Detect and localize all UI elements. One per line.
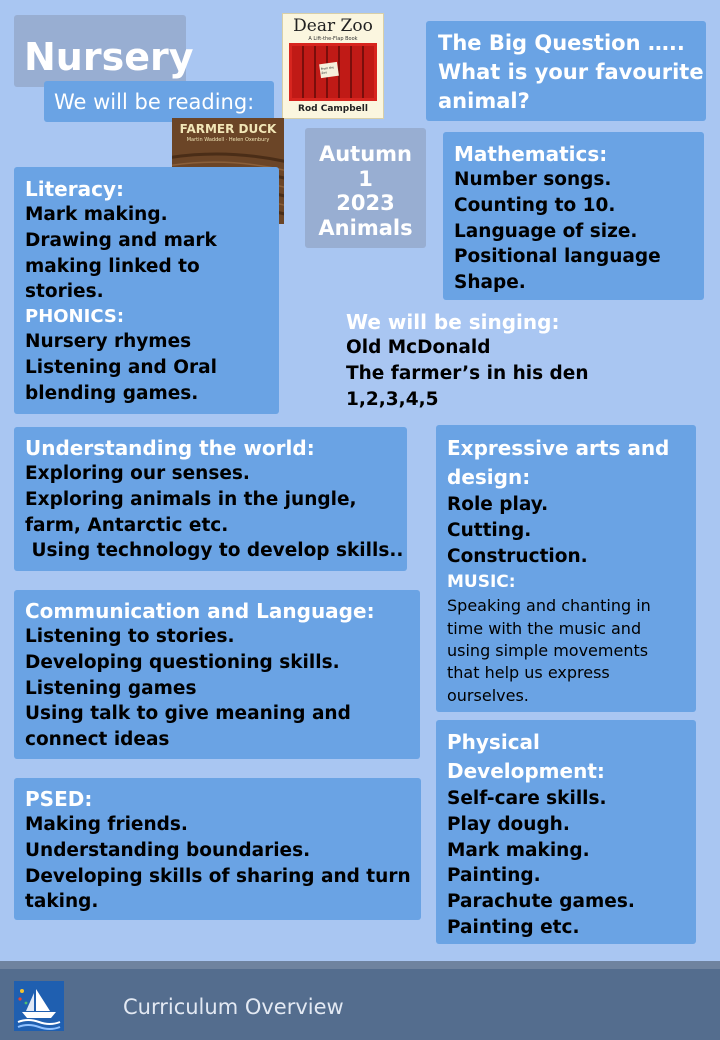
dear-zoo-subtitle: A Lift-the-Flap Book	[308, 36, 358, 42]
footer-label: Curriculum Overview	[123, 995, 344, 1019]
mathematics-box	[443, 132, 704, 300]
list-item: Using technology to develop skills..	[25, 540, 404, 562]
physical-title-line: Development:	[447, 759, 605, 783]
list-item: Number songs.	[454, 169, 612, 190]
farmer-duck-title: FARMER DUCK	[179, 122, 277, 136]
reading-label-box	[44, 81, 274, 122]
understanding-content	[25, 435, 403, 564]
singing-section	[346, 309, 589, 412]
list-item: Listening and Oral	[25, 356, 217, 378]
physical-content	[447, 728, 635, 941]
list-item: Speaking and chanting in	[447, 596, 651, 616]
list-item: Old McDonald	[346, 337, 491, 358]
dear-zoo-author: Rod Campbell	[298, 104, 368, 114]
dear-zoo-flap-label: From the Zoo	[320, 65, 335, 76]
mathematics-content	[454, 141, 661, 296]
big-question-text	[438, 29, 704, 116]
list-item: making linked to	[25, 255, 200, 277]
list-item: Construction.	[447, 545, 588, 567]
term-year: 2023	[336, 191, 395, 215]
list-item: Listening games	[25, 677, 197, 699]
phonics-title: PHONICS:	[25, 306, 125, 328]
literacy-title: Literacy:	[25, 177, 124, 201]
list-item: taking.	[25, 891, 99, 913]
term-box	[305, 128, 426, 248]
literacy-box	[14, 167, 279, 414]
term-topic: Animals	[318, 215, 413, 240]
big-question-box	[426, 21, 706, 121]
list-item: Positional language	[454, 246, 661, 268]
big-question-line: The Big Question …..	[438, 31, 685, 55]
list-item: Making friends.	[25, 814, 188, 835]
list-item: Painting.	[447, 865, 541, 887]
term-half: 1	[358, 166, 373, 191]
list-item: that help us express	[447, 663, 610, 683]
expressive-content	[447, 434, 669, 707]
list-item: Using talk to give meaning and	[25, 703, 351, 725]
list-item: using simple movements	[447, 640, 649, 660]
list-item: Listening to stories.	[25, 626, 235, 647]
psed-box	[14, 778, 421, 920]
school-ship-logo-icon	[14, 981, 64, 1031]
big-question-line: animal?	[438, 89, 530, 113]
list-item: Exploring our senses.	[25, 463, 250, 484]
singing-title: We will be singing:	[346, 310, 560, 334]
list-item: Developing skills of sharing and turn	[25, 865, 411, 887]
list-item: Role play.	[447, 494, 549, 515]
term-season: Autumn	[318, 142, 413, 166]
list-item: Cutting.	[447, 519, 532, 541]
list-item: Play dough.	[447, 813, 570, 835]
understanding-title: Understanding the world:	[25, 436, 315, 460]
list-item: Shape.	[454, 272, 526, 294]
literacy-content	[25, 176, 217, 407]
physical-title-line: Physical	[447, 730, 540, 754]
list-item: farm, Antarctic etc.	[25, 514, 229, 536]
psed-title: PSED:	[25, 787, 93, 811]
list-item: Parachute games.	[447, 891, 635, 913]
list-item: Language of size.	[454, 220, 638, 242]
list-item: ourselves.	[447, 685, 529, 705]
farmer-duck-authors: Martin Waddell · Helen Oxenbury	[186, 137, 270, 143]
list-item: Developing questioning skills.	[25, 651, 340, 673]
list-item: The farmer’s in his den	[346, 362, 589, 384]
list-item: Self-care skills.	[447, 788, 607, 809]
list-item: 1,2,3,4,5	[346, 388, 439, 410]
reading-label: We will be reading:	[54, 90, 255, 114]
list-item: Nursery rhymes	[25, 331, 192, 353]
list-item: Painting etc.	[447, 916, 580, 938]
list-item: Counting to 10.	[454, 194, 616, 216]
list-item: Mark making.	[25, 204, 168, 225]
term-text	[305, 142, 426, 240]
list-item: Drawing and mark	[25, 229, 217, 251]
music-title: MUSIC:	[447, 572, 516, 593]
expressive-title-line: design:	[447, 465, 531, 489]
list-item: Understanding boundaries.	[25, 839, 311, 861]
list-item: stories.	[25, 281, 104, 303]
psed-content	[25, 786, 411, 915]
big-question-line: What is your favourite	[438, 60, 704, 84]
nursery-title-box	[14, 15, 194, 87]
list-item: connect ideas	[25, 729, 170, 751]
mathematics-title: Mathematics:	[454, 142, 608, 166]
page-title: Nursery	[24, 35, 194, 79]
dear-zoo-title: Dear Zoo	[293, 16, 373, 36]
list-item: time with the music and	[447, 618, 642, 638]
list-item: blending games.	[25, 382, 199, 404]
footer-divider	[0, 961, 720, 969]
physical-development-box	[436, 720, 696, 944]
footer-bar	[0, 961, 720, 1040]
communication-content	[25, 598, 375, 753]
understanding-world-box	[14, 427, 407, 571]
communication-language-box	[14, 590, 420, 759]
expressive-title-line: Expressive arts and	[447, 436, 670, 460]
list-item: Exploring animals in the jungle,	[25, 488, 357, 510]
dear-zoo-book-cover	[282, 13, 384, 119]
list-item: Mark making.	[447, 839, 590, 861]
communication-title: Communication and Language:	[25, 599, 375, 623]
expressive-arts-box	[436, 425, 696, 712]
